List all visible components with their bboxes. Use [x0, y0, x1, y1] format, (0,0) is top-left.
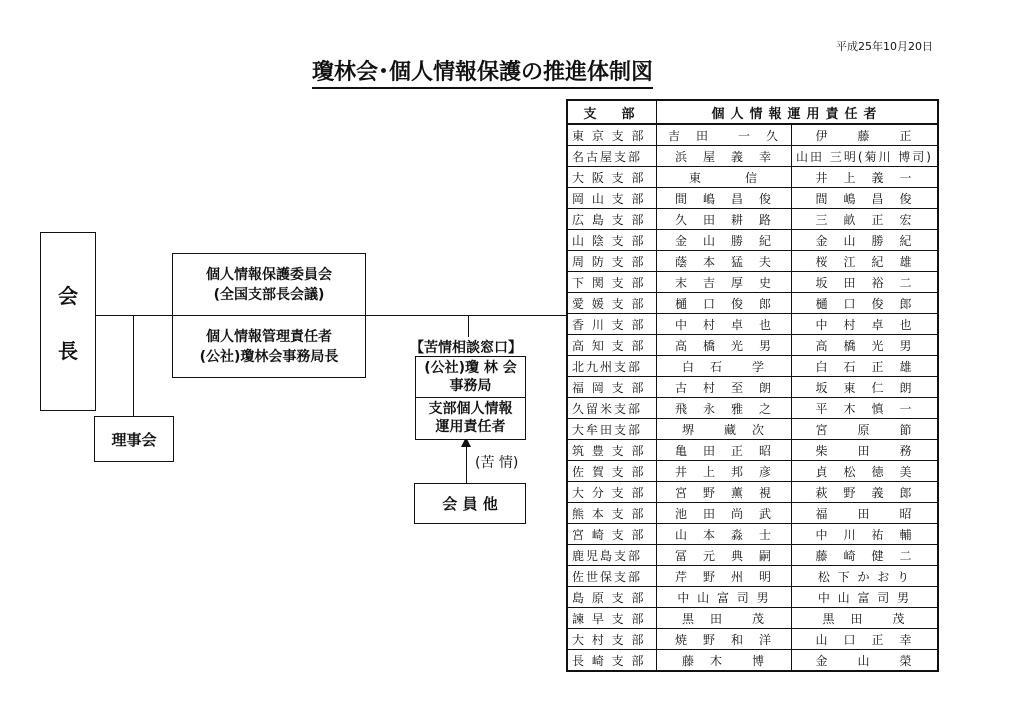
branch-cell: 周 防 支 部: [567, 251, 657, 272]
officer-cell: 末 吉 厚 史: [657, 272, 792, 293]
document-date: 平成25年10月20日: [836, 40, 933, 53]
officer-cell: 池 田 尚 武: [657, 503, 792, 524]
officer-cell-2: 坂 田 裕 二: [792, 272, 939, 293]
officer-cell-2: 間 嶋 昌 俊: [792, 188, 939, 209]
table-row: [567, 650, 938, 672]
officer-cell-2: 中 山 富 司 男: [792, 587, 939, 608]
table-row: [567, 377, 938, 398]
officer-cell-2: 中 村 卓 也: [792, 314, 939, 335]
officer-cell: 藤 木 博: [657, 650, 792, 672]
table-row: [567, 503, 938, 524]
connector-window-up: [468, 315, 469, 337]
branch-cell: 山 陰 支 部: [567, 230, 657, 251]
officer-cell: 飛 永 雅 之: [657, 398, 792, 419]
table-row: [567, 230, 938, 251]
officer-cell: 金 山 勝 紀: [657, 230, 792, 251]
connector-committee-table: [364, 315, 566, 316]
committee-box: [172, 253, 366, 378]
officer-cell-2: 宮 原 節: [792, 419, 939, 440]
officer-cell: 高 橋 光 男: [657, 335, 792, 356]
officer-cell: 古 村 至 朗: [657, 377, 792, 398]
officer-cell: 中 村 卓 也: [657, 314, 792, 335]
table-row: [567, 146, 938, 167]
officer-cell: 樋 口 俊 郎: [657, 293, 792, 314]
officer-cell-2: 三 畝 正 宏: [792, 209, 939, 230]
branch-cell: 福 岡 支 部: [567, 377, 657, 398]
table-row: [567, 314, 938, 335]
president-box: [40, 232, 96, 411]
officer-cell: 井 上 邦 彦: [657, 461, 792, 482]
officer-cell-2: 黒 田 茂: [792, 608, 939, 629]
officer-cell: 中 山 富 司 男: [657, 587, 792, 608]
table-row: [567, 419, 938, 440]
officer-cell-2: 井 上 義 一: [792, 167, 939, 188]
officer-cell-2: 白 石 正 雄: [792, 356, 939, 377]
officer-cell-2: 平 木 慎 一: [792, 398, 939, 419]
branch-cell: 岡 山 支 部: [567, 188, 657, 209]
branch-cell: 大 分 支 部: [567, 482, 657, 503]
header-branch: 支 部: [567, 100, 657, 124]
secretariat-line-1: (公社)瓊 林 会: [424, 360, 517, 376]
officer-cell-2: 金 山 榮: [792, 650, 939, 672]
table-row: [567, 398, 938, 419]
management-officer: [173, 315, 365, 377]
officer-line-2: (公社)瓊林会事務局長: [199, 348, 339, 365]
officer-cell: 亀 田 正 昭: [657, 440, 792, 461]
branch-cell: 大 阪 支 部: [567, 167, 657, 188]
branch-officer-line-2: 運用責任者: [435, 419, 506, 435]
page-title: 瓊林会･個人情報保護の推進体制図: [312, 60, 653, 89]
header-officers: 個人情報運用責任者: [657, 100, 939, 124]
table-row: [567, 524, 938, 545]
officer-cell: 焼 野 和 洋: [657, 629, 792, 650]
board-box: 理事会: [94, 416, 174, 462]
branch-cell: 名古屋支部: [567, 146, 657, 167]
officer-cell: 黒 田 茂: [657, 608, 792, 629]
branch-officer-table: [566, 99, 939, 672]
president-char-2: 長: [58, 338, 78, 363]
branch-cell: 久留米支部: [567, 398, 657, 419]
officer-cell: 間 嶋 昌 俊: [657, 188, 792, 209]
table-row: [567, 545, 938, 566]
branch-cell: 島 原 支 部: [567, 587, 657, 608]
branch-cell: 大 村 支 部: [567, 629, 657, 650]
table-row: [567, 356, 938, 377]
officer-cell: 久 田 耕 路: [657, 209, 792, 230]
officer-cell-2: 坂 東 仁 朗: [792, 377, 939, 398]
complaint-window-label: 【苦情相談窓口】: [410, 340, 522, 356]
table-row: [567, 209, 938, 230]
officer-line-1: 個人情報管理責任者: [206, 328, 332, 345]
connector-to-board: [133, 315, 134, 416]
officer-cell-2: 藤 崎 健 二: [792, 545, 939, 566]
branch-officer: [416, 397, 525, 438]
officer-cell-2: 金 山 勝 紀: [792, 230, 939, 251]
officer-cell-2: 柴 田 務: [792, 440, 939, 461]
officer-cell: 堺 藏 次: [657, 419, 792, 440]
branch-cell: 佐 賀 支 部: [567, 461, 657, 482]
table-row: [567, 566, 938, 587]
president-char-1: 会: [58, 283, 78, 308]
branch-cell: 佐世保支部: [567, 566, 657, 587]
branch-cell: 諫 早 支 部: [567, 608, 657, 629]
branch-cell: 愛 媛 支 部: [567, 293, 657, 314]
branch-cell: 熊 本 支 部: [567, 503, 657, 524]
secretariat: [416, 357, 525, 397]
officer-cell-2: 伊 藤 正: [792, 124, 939, 146]
officer-cell-2: 萩 野 義 郎: [792, 482, 939, 503]
table-row: [567, 293, 938, 314]
members-box: 会 員 他: [414, 483, 526, 524]
table-row: [567, 629, 938, 650]
table-row: [567, 335, 938, 356]
officer-cell: 白 石 学: [657, 356, 792, 377]
table-row: [567, 608, 938, 629]
branch-cell: 下 関 支 部: [567, 272, 657, 293]
branch-cell: 東 京 支 部: [567, 124, 657, 146]
branch-cell: 大牟田支部: [567, 419, 657, 440]
table-row: [567, 124, 938, 146]
officer-cell: 浜 屋 義 幸: [657, 146, 792, 167]
officer-cell: 芹 野 州 明: [657, 566, 792, 587]
officer-cell-2: 貞 松 徳 美: [792, 461, 939, 482]
committee-line-1: 個人情報保護委員会: [206, 266, 332, 283]
branch-cell: 宮 崎 支 部: [567, 524, 657, 545]
branch-cell: 広 島 支 部: [567, 209, 657, 230]
protection-committee: [173, 254, 365, 315]
branch-cell: 長 崎 支 部: [567, 650, 657, 672]
officer-cell-2: 桜 江 紀 雄: [792, 251, 939, 272]
branch-cell: 香 川 支 部: [567, 314, 657, 335]
officer-cell-2: 樋 口 俊 郎: [792, 293, 939, 314]
table-row: [567, 482, 938, 503]
table-header-row: [567, 100, 938, 124]
branch-cell: 北九州支部: [567, 356, 657, 377]
complaint-flow-label: (苦 情): [475, 455, 519, 471]
committee-line-2: (全国支部長会議): [213, 286, 325, 303]
officer-cell: 吉 田 一 久: [657, 124, 792, 146]
table-row: [567, 167, 938, 188]
officer-cell: 冨 元 典 嗣: [657, 545, 792, 566]
branch-cell: 高 知 支 部: [567, 335, 657, 356]
officer-cell-2: 中 川 祐 輔: [792, 524, 939, 545]
table-row: [567, 587, 938, 608]
officer-cell: 山 本 淼 士: [657, 524, 792, 545]
branch-cell: 筑 豊 支 部: [567, 440, 657, 461]
officer-cell-2: 山 口 正 幸: [792, 629, 939, 650]
officer-cell: 蔭 本 猛 夫: [657, 251, 792, 272]
officer-cell-2: 山田 三明(菊川 博司): [792, 146, 939, 167]
officer-cell-2: 松 下 か お り: [792, 566, 939, 587]
complaint-window-box: [415, 356, 526, 440]
table-row: [567, 440, 938, 461]
table-row: [567, 461, 938, 482]
officer-cell-2: 福 田 昭: [792, 503, 939, 524]
branch-officer-line-1: 支部個人情報: [428, 401, 513, 417]
branch-cell: 鹿児島支部: [567, 545, 657, 566]
officer-cell-2: 高 橋 光 男: [792, 335, 939, 356]
table-row: [567, 251, 938, 272]
officer-cell: 東 信: [657, 167, 792, 188]
table-row: [567, 272, 938, 293]
officer-cell: 宮 野 薫 視: [657, 482, 792, 503]
secretariat-line-2: 事務局: [449, 378, 492, 394]
table-row: [567, 188, 938, 209]
arrow-shaft: [466, 445, 467, 483]
